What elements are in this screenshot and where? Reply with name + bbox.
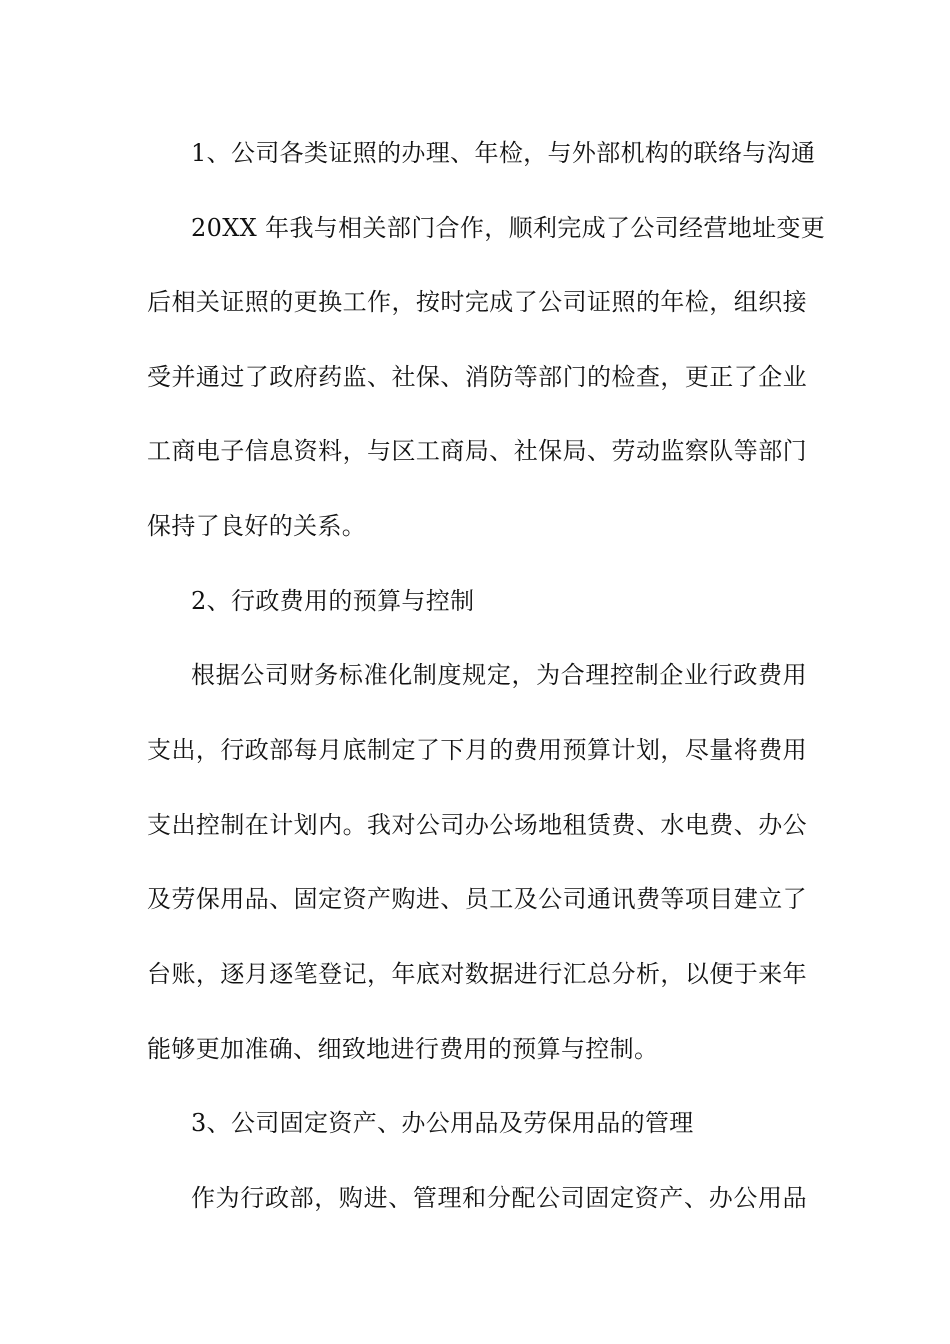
paragraph-1-line-1: 20XX 年我与相关部门合作，顺利完成了公司经营地址变更 <box>191 214 826 242</box>
section-heading-2: 2、行政费用的预算与控制 <box>191 587 475 615</box>
paragraph-1-line-4: 工商电子信息资料，与区工商局、社保局、劳动监察队等部门 <box>147 437 807 465</box>
paragraph-2-line-4: 及劳保用品、固定资产购进、员工及公司通讯费等项目建立了 <box>147 885 807 913</box>
paragraph-1-line-5: 保持了良好的关系。 <box>147 512 367 540</box>
section-heading-3: 3、公司固定资产、办公用品及劳保用品的管理 <box>191 1109 694 1137</box>
paragraph-2-line-6: 能够更加准确、细致地进行费用的预算与控制。 <box>147 1035 659 1063</box>
paragraph-3-line-1: 作为行政部，购进、管理和分配公司固定资产、办公用品 <box>191 1184 807 1212</box>
paragraph-2-line-3: 支出控制在计划内。我对公司办公场地租赁费、水电费、办公 <box>147 811 807 839</box>
paragraph-1-line-2: 后相关证照的更换工作，按时完成了公司证照的年检，组织接 <box>147 288 807 316</box>
paragraph-1-line-3: 受并通过了政府药监、社保、消防等部门的检查，更正了企业 <box>147 363 807 391</box>
paragraph-2-line-1: 根据公司财务标准化制度规定，为合理控制企业行政费用 <box>191 661 807 689</box>
paragraph-2-line-2: 支出，行政部每月底制定了下月的费用预算计划，尽量将费用 <box>147 736 807 764</box>
section-heading-1: 1、公司各类证照的办理、年检，与外部机构的联络与沟通 <box>191 139 816 167</box>
paragraph-2-line-5: 台账，逐月逐笔登记，年底对数据进行汇总分析，以便于来年 <box>147 960 807 988</box>
